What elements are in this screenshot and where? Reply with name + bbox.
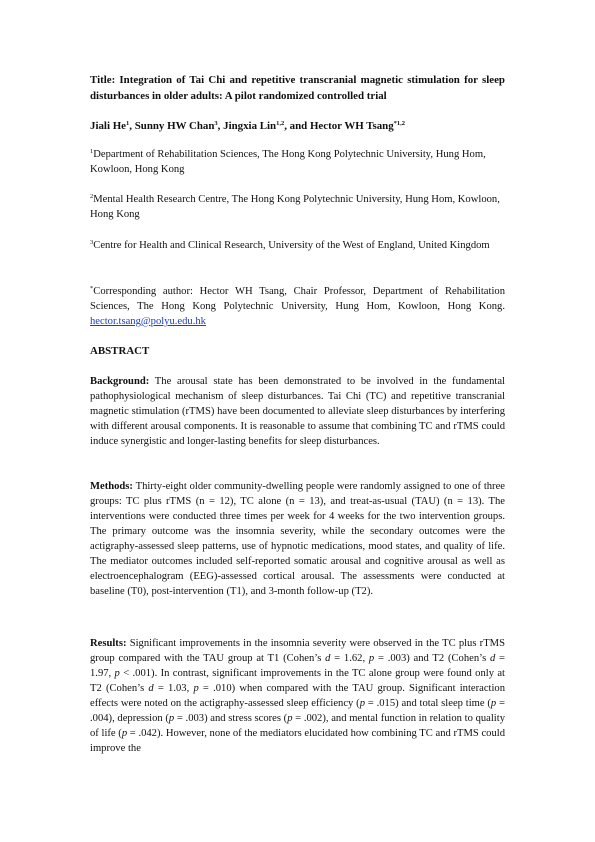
stat-symbol: p <box>490 698 497 709</box>
text-segment: = .003) and stress scores ( <box>174 713 288 724</box>
text-segment: = 1.97, <box>90 653 506 679</box>
text-segment: = .004), depression ( <box>90 698 505 724</box>
corresponding-author-note <box>90 284 505 329</box>
author-name: Sunny HW Chan <box>134 120 215 132</box>
affiliation-text: Mental Health Research Centre, The Hong Kong Polytechnic University, Hung Hom, Kowloon, Hong Kong <box>90 194 500 220</box>
stat-symbol: p <box>359 698 365 709</box>
author-separator: , <box>217 120 224 132</box>
section-label: Background: <box>90 376 150 387</box>
section-text: Thirty-eight older community-dwelling people were randomly assigned to one of three groups: TC plus rTMS (n = 12), TC alone (n = 13), and treat-as-usual (TAU) (n = 13). The interventions were conducted three times per week for 4 weeks for the two intervention groups. The primary outcome was the insomnia severity, while the secondary outcomes were the actigraphy-assessed sleep patterns, use of hypnotic medications, mood states, and quality of life. The mediator outcomes included self-reported somatic arousal and cognitive arousal as well as electroencephalogram (EEG)-assessed cortical arousal. The assessments were conducted at baseline (T0), post-intervention (T1), and 3-month follow-up (T2). <box>90 481 505 597</box>
stat-symbol: p <box>121 728 128 739</box>
stat-symbol: p <box>368 653 375 664</box>
text-segment: = .003) and T2 (Cohen’s <box>374 653 490 664</box>
stat-symbol: p <box>193 683 199 694</box>
author-affiliation-marker: 1,2 <box>276 120 285 127</box>
affiliation-3 <box>90 238 505 253</box>
text-segment: = .002), and mental function in relation to quality of life ( <box>90 713 505 739</box>
text-segment: = .042). However, none of the mediators elucidated how combining TC and rTMS could improve the <box>90 728 505 754</box>
author-name: Jiali He <box>90 120 126 132</box>
affiliation-1 <box>90 147 505 177</box>
author-affiliation-marker: 3 <box>214 120 218 127</box>
stat-symbol: p <box>168 713 175 724</box>
affiliation-text: Centre for Health and Clinical Research, University of the West of England, United Kingdom <box>93 240 490 251</box>
text-segment: = .010) when compared with the TAU group. Significant interaction effects were noted on the actigraphy-assessed sleep efficiency ( <box>90 683 506 709</box>
stat-symbol: d <box>325 653 331 664</box>
abstract-background <box>90 374 505 449</box>
affiliation-marker: 1 <box>90 148 94 155</box>
author-name: Hector WH Tsang <box>309 120 394 132</box>
author-name: Jingxia Lin <box>223 120 277 132</box>
abstract-heading: ABSTRACT <box>90 345 150 357</box>
affiliation-marker: 3 <box>90 239 94 246</box>
section-label: Results: <box>90 638 127 649</box>
affiliation-text: Department of Rehabilitation Sciences, The Hong Kong Polytechnic University, Hung Hom, Kowloon, Hong Kong <box>90 149 486 175</box>
abstract-methods <box>90 479 505 599</box>
text-segment: = .015) and total sleep time ( <box>365 698 491 709</box>
author-list <box>90 119 505 134</box>
paper-title: Title: Integration of Tai Chi and repetitive transcranial magnetic stimulation for sleep disturbances in older adults: A pilot randomized controlled trial <box>90 74 505 102</box>
stat-symbol: p <box>287 713 293 724</box>
author-separator: , <box>129 120 135 132</box>
affiliation-2 <box>90 192 505 222</box>
text-segment: < .001). In contrast, significant improvements in the TC alone group were found only at T2 (Cohen’s <box>90 668 506 694</box>
corresponding-marker: * <box>90 285 94 292</box>
section-label: Methods: <box>90 481 133 492</box>
author-separator: , and <box>284 120 310 132</box>
author-affiliation-marker: *1,2 <box>393 120 406 127</box>
stat-symbol: d <box>148 683 154 694</box>
abstract-results <box>90 636 505 756</box>
text-segment: = 1.62, <box>330 653 369 664</box>
corresponding-text: Corresponding author: Hector WH Tsang, Chair Professor, Department of Rehabilitation Sciences, The Hong Kong Polytechnic University, Hung Hom, Kowloon, Hong Kong. <box>90 286 505 312</box>
stat-symbol: d <box>489 653 496 664</box>
affiliation-marker: 2 <box>90 193 94 200</box>
text-segment: = 1.03, <box>153 683 194 694</box>
email-link[interactable]: hector.tsang@polyu.edu.hk <box>90 316 206 327</box>
section-text: The arousal state has been demonstrated to be involved in the fundamental pathophysiological mechanism of sleep disturbances. Tai Chi (TC) and repetitive transcranial magnetic stimulation (rTMS) have been documented to alleviate sleep disturbances by interfering with different arousal components. It is reasonable to assume that combining TC and rTMS could induce synergistic and longer-lasting benefits for sleep disturbances. <box>90 376 505 447</box>
author-affiliation-marker: 1 <box>126 120 130 127</box>
stat-symbol: p <box>114 668 120 679</box>
text-segment: Significant improvements in the insomnia severity were observed in the TC plus rTMS group compared with the TAU group at T1 (Cohen’s <box>90 638 505 664</box>
